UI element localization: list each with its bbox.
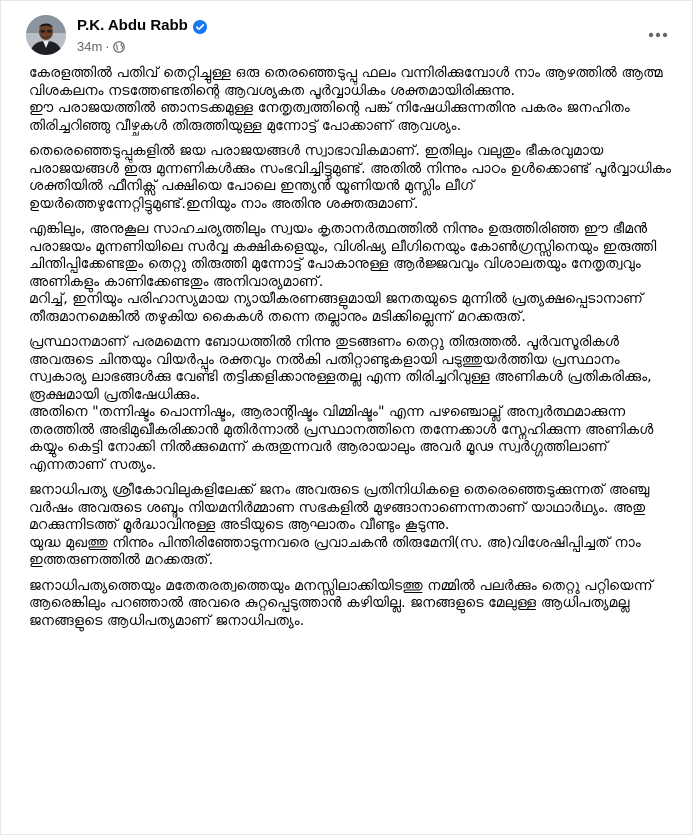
- more-options-button[interactable]: [646, 23, 670, 47]
- post-paragraph: ജനാധിപത്യത്തെയും മതേതരത്വത്തെയും മനസ്സിലാക്കിയിടത്തു നമ്മിൽ പലർക്കും തെറ്റു പറ്റിയെന്ന് ആരെങ്കിലും പറഞ്ഞാൽ അവരെ കുറ്റപ്പെടുത്താൻ കഴിയില്ല. ജനങ്ങളുടെ മേലുള്ള ആധിപത്യമല്ല ജനങ്ങളുടെ ആധിപത്യമാണ് ജനാധിപത്യം.: [29, 577, 653, 629]
- post-paragraph: പ്രസ്ഥാനമാണ് പരമമെന്ന ബോധത്തിൽ നിന്നു തുടങ്ങണം തെറ്റു തിരുത്തൽ. പൂർവസൂരികൾ അവരുടെ ചിന്തയും വിയർപ്പും രക്തവും നൽകി പതിറ്റാണ്ടുകളായി പടുത്തുയർത്തിയ പ്രസ്ഥാനം സ്വകാര്യ ലാഭങ്ങൾക്കു വേണ്ടി തട്ടിക്കളിക്കാനുള്ളതല്ല എന്ന തിരിച്ചറിവുള്ള അണികൾ പ്രതികരിക്കും, രൂക്ഷമായി പ്രതിഷേധിക്കും. അതിനെ "തന്നിഷ്ടം പൊന്നിഷ്ടം, ആരാന്റിഷ്ടം വിമ്മിഷ്ടം" എന്ന പഴഞ്ചൊല്ല് അന്വർത്ഥമാക്കുന്ന തരത്തിൽ അഭിമുഖീകരിക്കാൻ മുതിർന്നാൽ പ്രസ്ഥാനത്തിനെ തന്നേക്കാൾ സ്നേഹിക്കുന്ന അണികൾ കയ്യും കെട്ടി നോക്കി നിൽക്കുമെന്ന് കരുതുന്നവർ ആരായാലും അവർ മൂഢ സ്വർഗ്ഗത്തിലാണ് എന്നതാണ് സത്യം.: [29, 334, 654, 473]
- author-row: [77, 17, 207, 34]
- post-timestamp[interactable]: 34m: [77, 39, 103, 54]
- post-body: [29, 65, 679, 638]
- author-name[interactable]: P.K. Abdu Rabb: [77, 17, 188, 34]
- more-options-icon: [648, 32, 668, 38]
- globe-icon[interactable]: [113, 41, 125, 53]
- post-meta: [77, 39, 125, 54]
- post-paragraph: കേരളത്തിൽ പതിവ് തെറ്റിച്ചുള്ള ഒരു തെരഞ്ഞെടുപ്പു ഫലം വന്നിരിക്കുമ്പോൾ നാം ആഴത്തിൽ ആത്മ വിശകലനം നടത്തേണ്ടതിന്റെ ആവശ്യകത പൂർവ്വാധികം ശക്തമായിരിക്കുന്നു. ഈ പരാജയത്തിൽ ഞാനടക്കമുള്ള നേതൃത്വത്തിന്റെ പങ്ക് നിഷേധിക്കുന്നതിനു പകരം ജനഹിതം തിരിച്ചറിഞ്ഞു വീഴ്ചകൾ തിരുത്തിയുള്ള മുന്നോട്ട് പോക്കാണ് ആവശ്യം.: [29, 65, 663, 134]
- meta-separator: ·: [105, 39, 110, 54]
- post-header: [1, 1, 692, 63]
- post-paragraph: ജനാധിപത്യ ശ്രീകോവിലുകളിലേക്ക് ജനം അവരുടെ പ്രതിനിധികളെ തെരെഞ്ഞെടുക്കുന്നത് അഞ്ചു വർഷം അവരുടെ ശബ്ദം നിയമനിർമ്മാണ സഭകളിൽ മുഴങ്ങാനാണെന്നതാണ് യാഥാർഥ്യം. അതു മറക്കുന്നിടത്ത് മൂർദ്ധാവിനുള്ള അടിയുടെ ആഘാതം വീണ്ടും കൂടുന്നു. യുദ്ധ മുഖത്തു നിന്നും പിന്തിരിഞ്ഞോടുന്നവരെ പ്രവാചകൻ തിരുമേനി(സ. അ)വിശേഷിപ്പിച്ചത് നാം ഇത്തരുണത്തിൽ മറക്കരുത്.: [29, 482, 650, 568]
- post-paragraph: തെരെഞ്ഞെടുപ്പുകളിൽ ജയ പരാജയങ്ങൾ സ്വാഭാവികമാണ്. ഇതിലും വലുതും ഭീകരവുമായ പരാജയങ്ങൾ ഇരു മുന്നണികൾക്കും സംഭവിച്ചിട്ടുമുണ്ട്. അതിൽ നിന്നും പാഠം ഉൾക്കൊണ്ട് പൂർവ്വാധികം ശക്തിയിൽ ഫീനിക്സ് പക്ഷിയെ പോലെ ഇന്ത്യൻ യൂണിയൻ മുസ്ലിം ലീഗ് ഉയർത്തെഴുന്നേറ്റിട്ടുമുണ്ട്.ഇനിയും നാം അതിനു ശക്തരുമാണ്.: [29, 143, 672, 212]
- avatar-image: [26, 15, 66, 55]
- verified-badge-icon: [193, 19, 207, 33]
- post-paragraph: എങ്കിലും, അനുകൂല സാഹചര്യത്തിലും സ്വയം കൃതാനർത്ഥത്തിൽ നിന്നും ഉരുത്തിരിഞ്ഞ ഈ ഭീമൻ പരാജയം മുന്നണിയിലെ സർവ്വ കക്ഷികളെയും, വിശിഷ്യ ലീഗിനെയും കോൺഗ്രസ്സിനെയും ഇരുത്തി ചിന്തിപ്പിക്കേണ്ടതും തെറ്റു തിരുത്തി മുന്നോട്ട് പോകാനുള്ള ആർജ്ജവവും വിശാലതയും നേതൃത്വവും അണികളും കാണിക്കേണ്ടതും അനിവാര്യമാണ്. മറിച്ച്, ഇനിയും പരിഹാസ്യമായ ന്യായീകരണങ്ങളുമായി ജനതയുടെ മുന്നിൽ പ്രത്യക്ഷപ്പെടാനാണ് തീരുമാനമെങ്കിൽ തഴുകിയ കൈകൾ തന്നെ തല്ലാനും മടിക്കില്ലെന്ന് മറക്കരുത്.: [29, 221, 657, 325]
- avatar[interactable]: [26, 15, 66, 55]
